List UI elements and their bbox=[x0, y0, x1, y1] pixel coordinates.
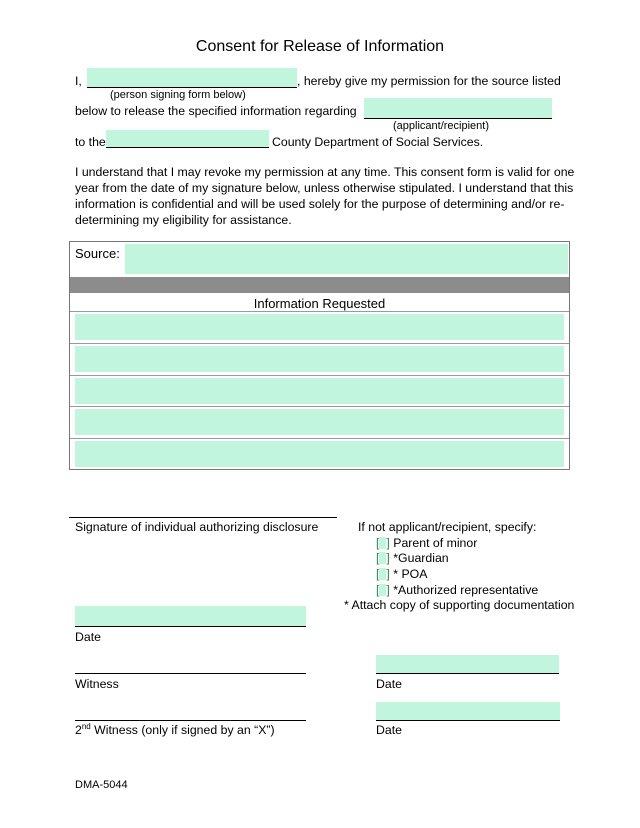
table-divider bbox=[70, 406, 569, 407]
person-signing-hint: (person signing form below) bbox=[110, 89, 246, 101]
county-text: County Department of Social Services. bbox=[272, 135, 484, 149]
bracket-open: [ bbox=[376, 551, 380, 565]
table-divider bbox=[70, 343, 569, 344]
info-row-3-field[interactable] bbox=[75, 378, 564, 404]
bracket-open: [ bbox=[376, 536, 380, 550]
to-the-label: to the bbox=[75, 135, 106, 149]
source-label: Source: bbox=[75, 246, 120, 261]
table-divider bbox=[70, 375, 569, 376]
supporting-documentation-note: * Attach copy of supporting documentation bbox=[344, 598, 575, 612]
info-row-1-field[interactable] bbox=[75, 314, 564, 340]
witness-label: Witness bbox=[75, 677, 119, 691]
relationship-heading: If not applicant/recipient, specify: bbox=[358, 520, 537, 534]
witness-date-label: Date bbox=[376, 677, 402, 691]
second-witness-sup: nd bbox=[81, 722, 91, 731]
signature-date-label: Date bbox=[75, 630, 101, 644]
second-witness-date-label: Date bbox=[376, 723, 402, 737]
source-field[interactable] bbox=[125, 244, 568, 274]
signature-label: Signature of individual authorizing disclosure bbox=[75, 520, 319, 534]
person-signing-field[interactable] bbox=[87, 68, 297, 88]
checkbox-authorized-representative[interactable] bbox=[376, 583, 538, 597]
second-witness-label bbox=[75, 722, 275, 737]
form-number: DMA-5044 bbox=[75, 779, 128, 791]
signature-date-field[interactable] bbox=[75, 606, 306, 627]
bracket-close: ] bbox=[386, 583, 390, 597]
bracket-open: [ bbox=[376, 567, 380, 581]
release-text: below to release the specified information regarding bbox=[75, 104, 357, 118]
info-row-5-field[interactable] bbox=[75, 441, 564, 467]
info-row-4-field[interactable] bbox=[75, 409, 564, 435]
option-label: *Guardian bbox=[393, 551, 449, 565]
second-witness-line[interactable] bbox=[75, 703, 306, 721]
checkbox-poa[interactable] bbox=[376, 567, 427, 581]
option-label: * POA bbox=[393, 567, 428, 581]
option-label: *Authorized representative bbox=[393, 583, 539, 597]
bracket-close: ] bbox=[386, 567, 390, 581]
information-requested-header: Information Requested bbox=[253, 296, 386, 311]
signature-line[interactable] bbox=[69, 504, 337, 518]
checkbox-guardian[interactable] bbox=[376, 551, 449, 565]
bracket-close: ] bbox=[386, 551, 390, 565]
bracket-open: [ bbox=[376, 583, 380, 597]
second-witness-prefix: 2 bbox=[75, 723, 82, 738]
second-witness-date-field[interactable] bbox=[376, 702, 560, 721]
table-divider bbox=[70, 438, 569, 439]
witness-date-field[interactable] bbox=[376, 655, 559, 674]
table-divider bbox=[70, 311, 569, 312]
info-row-2-field[interactable] bbox=[75, 346, 564, 372]
gray-separator-band bbox=[70, 277, 569, 293]
witness-line[interactable] bbox=[75, 656, 306, 674]
option-label: Parent of minor bbox=[393, 536, 478, 550]
form-title: Consent for Release of Information bbox=[195, 38, 445, 55]
county-field[interactable] bbox=[106, 130, 269, 148]
bracket-close: ] bbox=[386, 536, 390, 550]
applicant-recipient-field[interactable] bbox=[364, 98, 552, 119]
checkbox-parent-of-minor[interactable] bbox=[376, 536, 477, 550]
i-label: I, bbox=[75, 74, 82, 88]
consent-paragraph: I understand that I may revoke my permission at any time. This consent form is valid for one year from the date of my signature below, unless otherwise stipulated. I understand that this information is confidential and will be used solely for the purpose of determining and/or re-determining my eligibility for assistance. bbox=[75, 165, 575, 227]
applicant-hint: (applicant/recipient) bbox=[393, 120, 489, 132]
permission-text: , hereby give my permission for the source listed bbox=[297, 74, 561, 88]
second-witness-suffix: Witness (only if signed by an “X”) bbox=[90, 723, 275, 738]
